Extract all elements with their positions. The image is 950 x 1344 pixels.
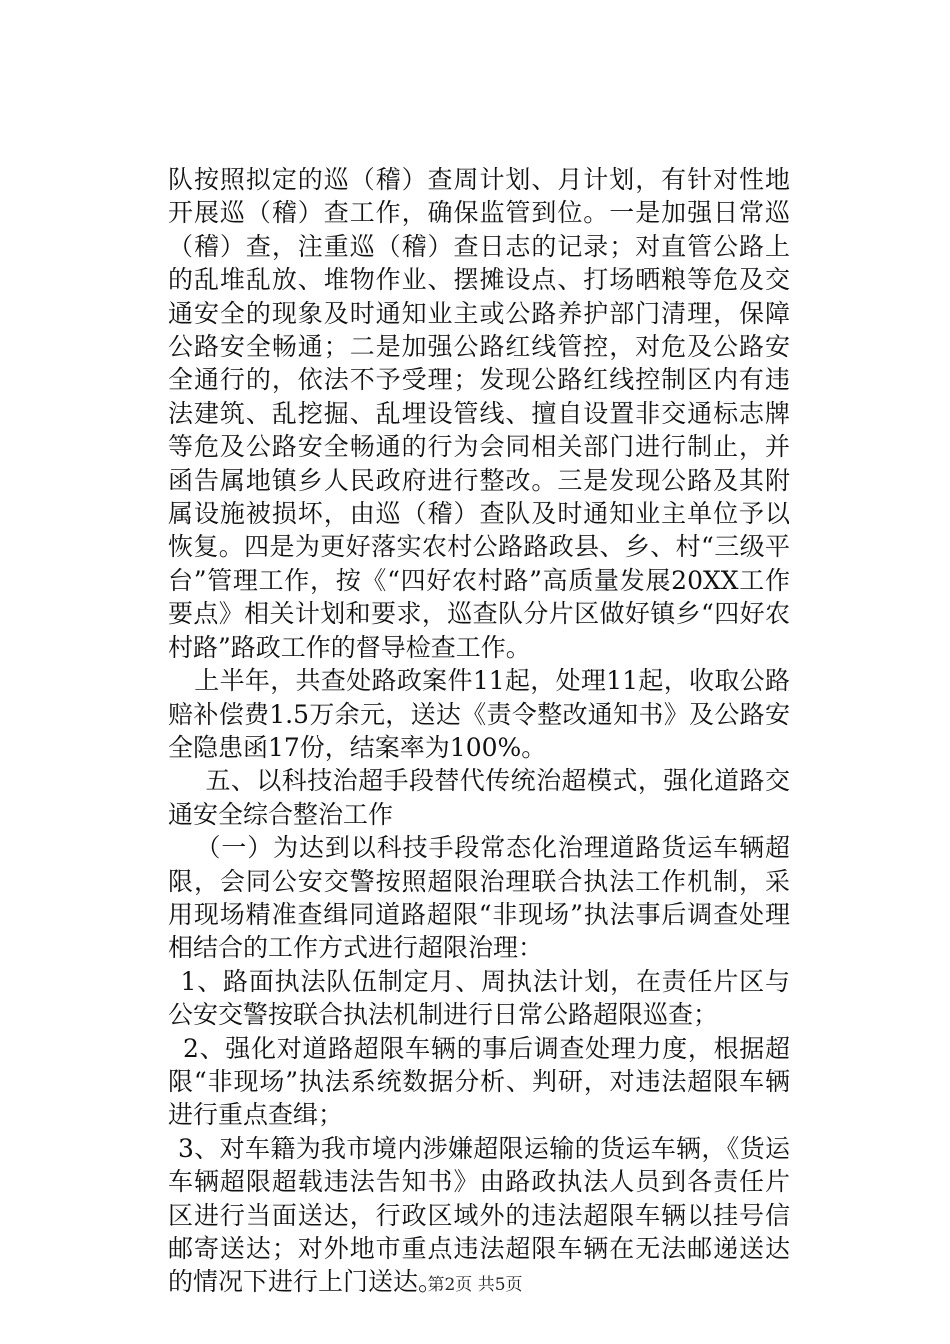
- document-body: [168, 163, 790, 1299]
- list-item-3: 3、对车籍为我市境内涉嫌超限运输的货运车辆，《货运车辆超限超载违法告知书》由路政执法人员到各责任片区进行当面送达，行政区域外的违法超限车辆以挂号信邮寄送达；对外地市重点违法超限车辆在无法邮递送达的情况下进行上门送达。: [168, 1133, 790, 1297]
- list-item-2: 2、强化对道路超限车辆的事后调查处理力度，根据超限“非现场”执法系统数据分析、判研，对违法超限车辆进行重点查缉；: [168, 1033, 790, 1130]
- paragraph-half-year-cases: 上半年，共查处路政案件11起，处理11起，收取公路赔补偿费1.5万余元，送达《责令整改通知书》及公路安全隐患函17份，结案率为100%。: [168, 666, 790, 762]
- paragraph-sub-one: （一）为达到以科技手段常态化治理道路货运车辆超限，会同公安交警按照超限治理联合执法工作机制，采用现场精准查缉同道路超限“非现场”执法事后调查处理相结合的工作方式进行超限治理：: [168, 833, 790, 963]
- section-heading-five: 五、以科技治超手段替代传统治超模式，强化道路交通安全综合整治工作: [168, 766, 790, 829]
- page-footer: 第2页 共5页: [427, 1275, 523, 1295]
- paragraph-patrol-inspection: 队按照拟定的巡（稽）查周计划、月计划，有针对性地开展巡（稽）查工作，确保监管到位。一是加强日常巡（稽）查，注重巡（稽）查日志的记录；对直管公路上的乱堆乱放、堆物作业、摆摊设点、打场晒粮等危及交通安全的现象及时通知业主或公路养护部门清理，保障公路安全畅通；二是加强公路红线管控，对危及公路安全通行的，依法不予受理；发现公路红线控制区内有违法建筑、乱挖掘、乱埋设管线、擅自设置非交通标志牌等危及公路安全畅通的行为会同相关部门进行制止，并函告属地镇乡人民政府进行整改。三是发现公路及其附属设施被损坏，由巡（稽）查队及时通知业主单位予以恢复。四是为更好落实农村公路路政县、乡、村“三级平台”管理工作，按《“四好农村路”高质量发展20XX工作要点》相关计划和要求，巡查队分片区做好镇乡“四好农村路”路政工作的督导检查工作。: [168, 165, 790, 662]
- list-item-1: 1、路面执法队伍制定月、周执法计划，在责任片区与公安交警按联合执法机制进行日常公路超限巡查；: [168, 966, 790, 1030]
